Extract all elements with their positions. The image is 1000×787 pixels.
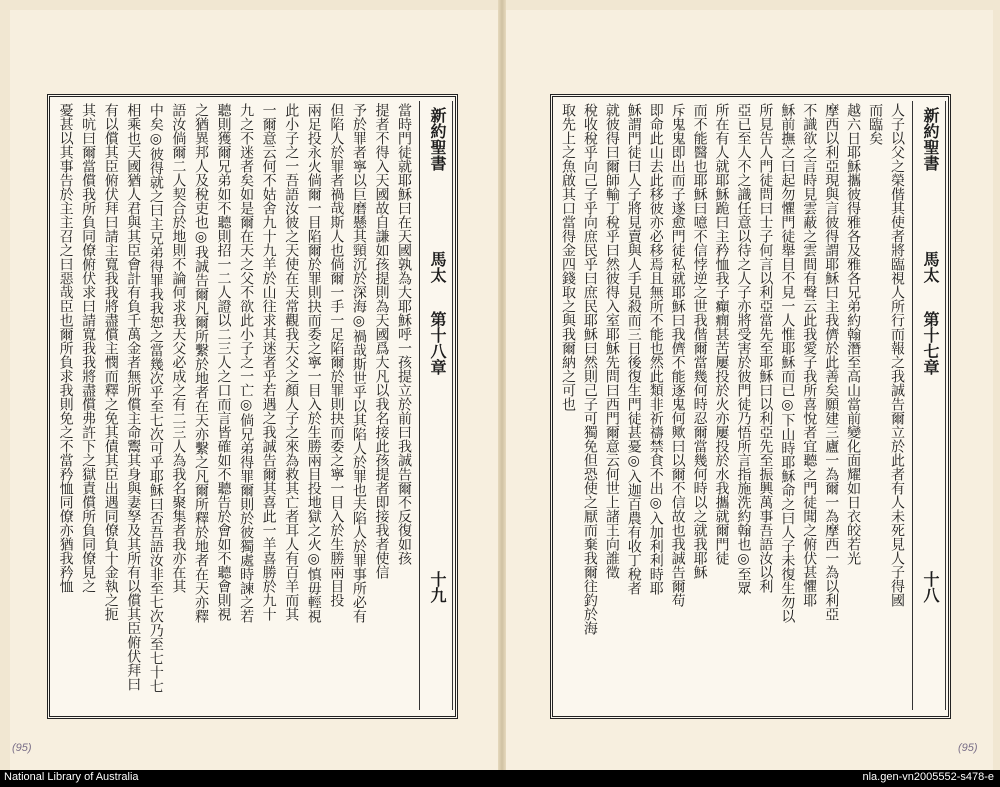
- left-text-column: 當時門徒就耶穌曰在天國孰為大耶穌呼一孩提立於前曰我誠告爾不反復如孩: [396, 103, 412, 565]
- left-pencil-note: (95): [12, 742, 32, 754]
- right-text-column: 所見告人門徒問曰士子何言以利亞當先至耶穌曰以利亞先至振興萬事吾語汝以利: [757, 103, 774, 593]
- right-text-column: 摩西以利亞現與言彼得謂耶穌曰主我儕於此善矣願建三廬一為爾一為摩西一為以利亞: [823, 103, 840, 621]
- left-text-column: 語汝倘爾二人契合於地則不論何求我天父必成之有二三人為我名聚集者我亦在其: [170, 103, 187, 593]
- right-page-frame: [550, 94, 951, 719]
- left-text-column: 予於罪者寧以巨磨懸其頸沉於深海◎禍哉斯世乎以其陷人於罪也夫陷人於罪事所必有: [350, 103, 367, 623]
- left-page-number: 十九: [428, 571, 447, 603]
- left-text-column: 兩足投永火倘爾一目陷爾於罪則抉而委之寧一目入於生勝兩目投地獄之火◎慎毋輕視: [305, 103, 322, 623]
- left-text-column: 九之不迷者矣如是爾在天之父不欲此小子之一亡◎倘兄弟得罪爾則於彼獨處時諫之若: [238, 103, 255, 623]
- right-text-column: 而臨矣: [867, 103, 884, 145]
- left-text-column: 但陷人於罪者禍哉斯人也倘爾一手一足陷爾於罪則抉而委之寧一目入於生勝兩目投: [328, 103, 345, 607]
- left-text-column: 中矣◎彼得就之曰主兄弟得罪我我恕之當幾次乎至七次可乎耶穌曰否吾語汝非至七次乃至七十七: [147, 103, 164, 693]
- image-credit-bar: [0, 770, 1000, 787]
- left-text-column: 此小子之一吾語汝彼之天使在天常觀我天父之顏人子之來為救其亡者耳人有百羊而其: [283, 103, 300, 621]
- left-chapter-heading: 第十八章: [428, 311, 447, 375]
- left-text-column: 相乘也天國猶人君與其臣會計有負千萬金者無所償主命鬻其身與妻孥及其所有以償其臣俯伏拜曰: [125, 103, 142, 691]
- right-text-column: 就彼得曰爾師輸丁稅乎曰然彼得入室耶穌先問曰西門爾意云何世上諸王向誰徵: [603, 103, 620, 579]
- right-text-column: 稅收稅乎向己子乎向庶民乎曰庶民耶穌曰然則己子可獨免但恐使之厭而棄我爾往釣於海: [581, 103, 598, 635]
- left-gospel-name: 馬太: [428, 251, 447, 283]
- source-label: National Library of Australia: [4, 771, 139, 783]
- right-page-header: [912, 101, 946, 710]
- left-text-column: 憂甚以其事告於主主召之曰惡哉臣也爾所負求我則免之不當矜恤同僚亦猶我矜恤: [57, 103, 74, 593]
- right-text-column: 即命此山去此移彼亦必移焉且無所不能也然此類非祈禱禁食不出◎入加利利時耶: [647, 103, 664, 595]
- left-book-title: 新約聖書: [428, 107, 447, 171]
- right-text-column: 穌謂門徒曰人子將見賣與人手見殺而三日後復生門徒甚憂◎入迦百農有收丁稅者: [625, 103, 642, 595]
- right-text-column: 斥鬼鬼即出而子遂愈門徒私就耶穌曰我儕不能逐鬼何歟曰以爾不信故也我誠告爾苟: [669, 103, 686, 607]
- left-text-column: 有以償其臣俯伏拜曰請主寬我我將盡償主憫而釋之免其債其臣出遇同僚負十金執之扼: [102, 103, 119, 621]
- left-text-column: 提者不得入天國故自謙如孩提則為天國爲大凡以我名接此孩提者即接我者使信: [373, 103, 390, 579]
- right-text-column: 不識欲之言時見雲蔽之雲間有聲云此我愛子我所喜悅者宜聽之門徒聞之俯伏甚懼耶: [801, 103, 818, 607]
- image-identifier: nla.gen-vn2005552-s478-e: [862, 771, 994, 783]
- left-page-header: [419, 101, 453, 710]
- left-text-column: 聽則獲爾兄弟如不聽則招一二人證以二三人之口而言皆確如不聽告於會如不聽會則視: [215, 103, 232, 621]
- right-chapter-heading: 第十七章: [921, 311, 940, 375]
- right-text-column: 越六日耶穌攜彼得雅各及雅各兄弟約翰潛至高山當前變化面耀如日衣皎若光: [845, 103, 862, 565]
- right-page-number: 十八: [921, 571, 940, 603]
- right-text-column: 取先上之魚啟其口當得金四錢取之與我爾納之可也: [559, 103, 576, 411]
- left-text-column: 其吭曰爾當償我所負同僚俯伏求曰請寬我我將盡償弗許下之獄責償所負同僚見之: [80, 103, 97, 593]
- right-pencil-note: (95): [958, 742, 978, 754]
- right-text-column: 所在有人就耶穌跪曰主矜恤我子癲癇甚苦屢投於火亦屢投於水我攜就爾門徒: [713, 103, 730, 565]
- right-book-title: 新約聖書: [921, 107, 940, 171]
- right-text-column: 穌前撫之曰起勿懼門徒舉目不見一人惟耶穌而已◎下山時耶穌命之曰人子未復生勿以: [779, 103, 796, 623]
- right-gospel-name: 馬太: [921, 251, 940, 283]
- left-text-column: 一爾意云何不姑舍九十九羊於山往求其迷者乎若遇之我誠告爾其喜此一羊喜勝於九十: [260, 103, 277, 621]
- right-text-column: 亞已至人不之識任意以待之人子亦將受害於彼門徒乃悟所言指施洗約翰也◎至眾: [735, 103, 752, 595]
- right-text-column: 人子以父之榮偕其使者將臨視人所行而報之我誠告爾立於此者有人未死見人子得國: [889, 103, 905, 607]
- left-page-frame: [47, 94, 458, 719]
- right-text-column: 而不能醫也耶穌曰噫不信悖逆之世我偕爾當幾何時忍爾當幾何時以之就我耶穌: [691, 103, 708, 579]
- left-text-column: 之猶異邦人及稅吏也◎我誠告爾凡爾所繫於地者在天亦繫之凡爾所釋於地者在天亦釋: [192, 103, 209, 623]
- book-gutter: [498, 0, 506, 770]
